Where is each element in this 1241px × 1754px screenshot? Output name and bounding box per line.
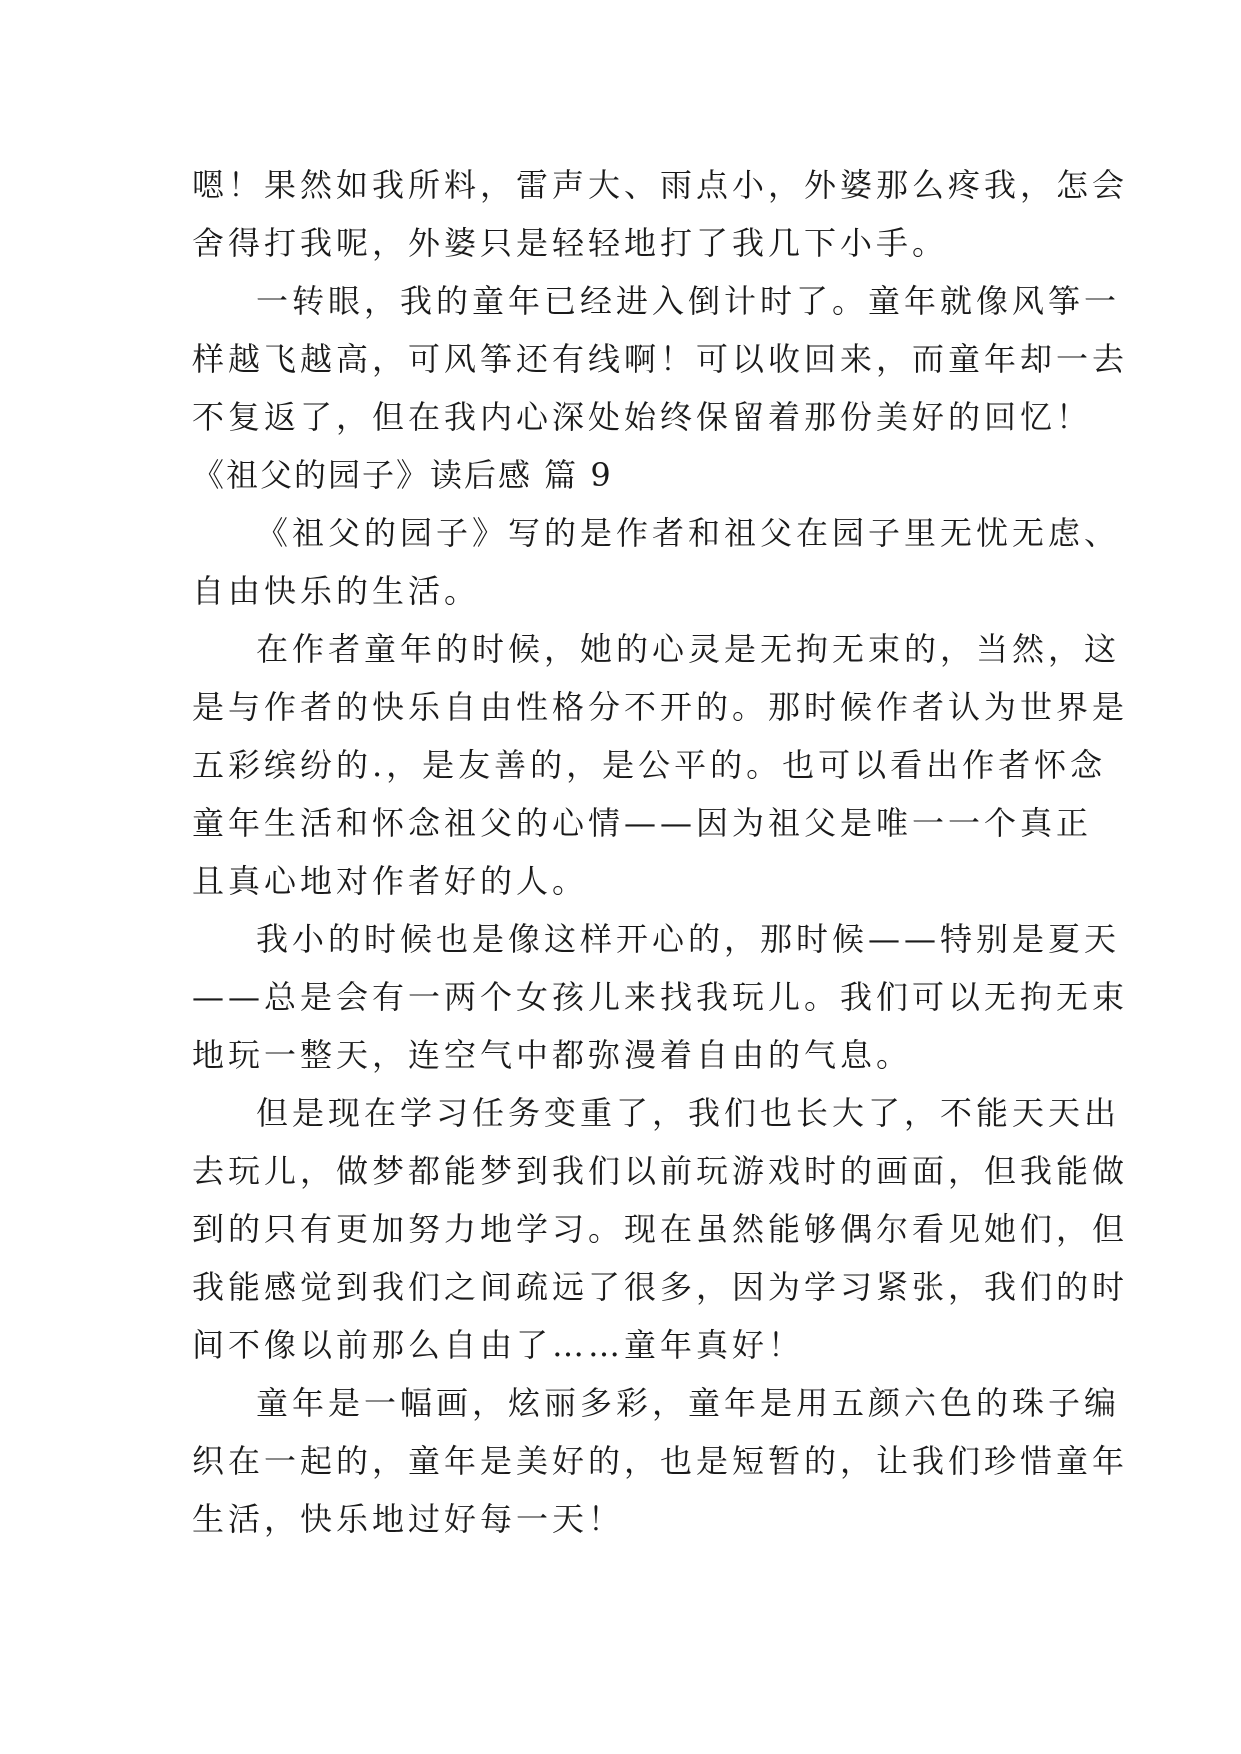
text-line: 间不像以前那么自由了……童年真好！: [192, 1326, 805, 1364]
paragraph-start-line: 一转眼，我的童年已经进入倒计时了。童年就像风筝一: [256, 282, 1121, 320]
text-line: 织在一起的，童年是美好的，也是短暂的，让我们珍惜童年: [192, 1442, 1129, 1480]
paragraph-start-line: 《祖父的园子》写的是作者和祖父在园子里无忧无虑、: [256, 514, 1121, 552]
text-line: 地玩一整天，连空气中都弥漫着自由的气息。: [192, 1036, 913, 1074]
text-line: 到的只有更加努力地学习。现在虽然能够偶尔看见她们，但: [192, 1210, 1129, 1248]
text-line: 嗯！果然如我所料，雷声大、雨点小，外婆那么疼我，怎会: [192, 166, 1129, 204]
text-line: 生活，快乐地过好每一天！: [192, 1500, 625, 1538]
text-line: ——总是会有一两个女孩儿来找我玩儿。我们可以无拘无束: [192, 978, 1129, 1016]
document-page: [192, 156, 1129, 1548]
text-line: 舍得打我呢，外婆只是轻轻地打了我几下小手。: [192, 224, 949, 262]
paragraph-start-line: 在作者童年的时候，她的心灵是无拘无束的，当然，这: [256, 630, 1121, 668]
text-line: 自由快乐的生活。: [192, 572, 481, 610]
paragraph-start-line: 我小的时候也是像这样开心的，那时候——特别是夏天: [256, 920, 1121, 958]
text-line: 是与作者的快乐自由性格分不开的。那时候作者认为世界是: [192, 688, 1129, 726]
text-line: 我能感觉到我们之间疏远了很多，因为学习紧张，我们的时: [192, 1268, 1129, 1306]
section-heading: 《祖父的园子》读后感 篇 9: [192, 456, 613, 494]
text-line: 且真心地对作者好的人。: [192, 862, 589, 900]
text-line: 童年生活和怀念祖父的心情——因为祖父是唯一一个真正: [192, 804, 1093, 842]
text-line: 样越飞越高，可风筝还有线啊！可以收回来，而童年却一去: [192, 340, 1129, 378]
paragraph-start-line: 童年是一幅画，炫丽多彩，童年是用五颜六色的珠子编: [256, 1384, 1121, 1422]
text-line: 五彩缤纷的.，是友善的，是公平的。也可以看出作者怀念: [192, 746, 1107, 784]
paragraph-start-line: 但是现在学习任务变重了，我们也长大了，不能天天出: [256, 1094, 1121, 1132]
text-line: 去玩儿，做梦都能梦到我们以前玩游戏时的画面，但我能做: [192, 1152, 1129, 1190]
text-line: 不复返了，但在我内心深处始终保留着那份美好的回忆！: [192, 398, 1093, 436]
